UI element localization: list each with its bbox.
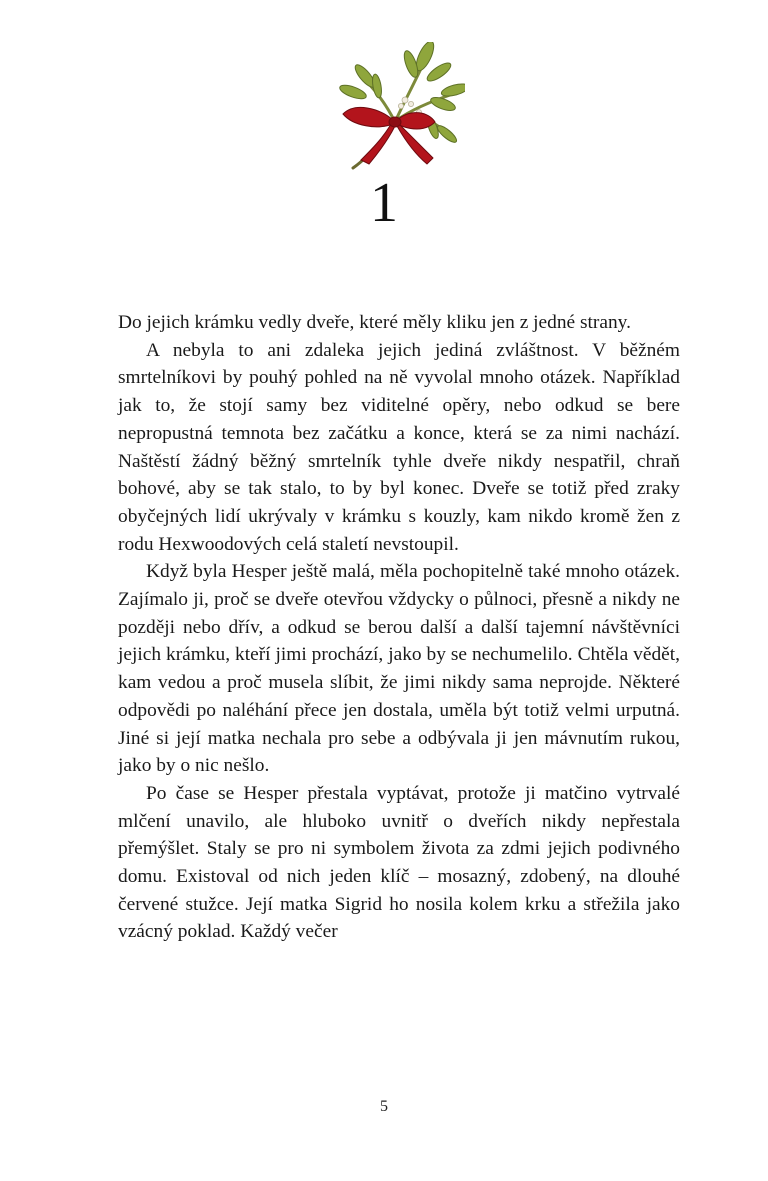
paragraph-2: A nebyla to ani zdaleka jejich jediná zvláštnost. V běžném smrtelníkovi by pouhý pohled na ně vyvolal mnoho otázek. Například jak to, že stojí samy bez viditelné opěry, nebo odkud se bere nepropustná temnota bez začátku a konce, která se za nimi nachází. Naštěstí žádný běžný smrtelník tyhle dveře nikdy nespatřil, chraň bohové, aby se tak stalo, to by byl konec. Dveře se totiž před zraky obyčejných lidí ukrývaly v krámku s kouzly, kam nikdo kromě žen z rodu Hexwoodových celá staletí nevstoupil. <box>118 339 680 555</box>
paragraph-3: Když byla Hesper ještě malá, měla pochopitelně také mnoho otázek. Zajímalo ji, proč se dveře otevřou vždycky o půlnoci, přesně a nikdy ne později nebo dřív, a odkud se berou další a další tajemní návštěvníci jejich krámku, kteří jimi prochází, jako by se nechumelilo. Chtěla vědět, kam vedou a proč musela slíbit, že jimi nikdy sama neprojde. Některé odpovědi po naléhání přece jen dostala, uměla být totiž velmi urputná. Jiné si její matka nechala pro sebe a odbývala ji jen mávnutím rukou, jako by o nic nešlo. <box>118 561 680 777</box>
page-number: 5 <box>380 1098 388 1115</box>
red-ribbon-bow <box>343 107 435 164</box>
paragraph-1: Do jejich krámku vedly dveře, které měly kliku jen z jedné strany. <box>118 312 631 333</box>
chapter-number: 1 <box>370 172 398 234</box>
mistletoe-ornament-icon <box>325 42 465 177</box>
paragraph-4: Po čase se Hesper přestala vyptávat, protože ji matčino vytrvalé mlčení unavilo, ale hluboko uvnitř o dveřích nikdy nepřestala přemýšlet. Staly se pro ni symbolem života za zdmi jejich podivného domu. Existoval od nich jeden klíč – mosazný, zdobený, na dlouhé červené stužce. Její matka Sigrid ho nosila kolem krku a střežila jako vzácný poklad. Každý večer <box>118 782 680 943</box>
chapter-body-text <box>118 309 680 946</box>
